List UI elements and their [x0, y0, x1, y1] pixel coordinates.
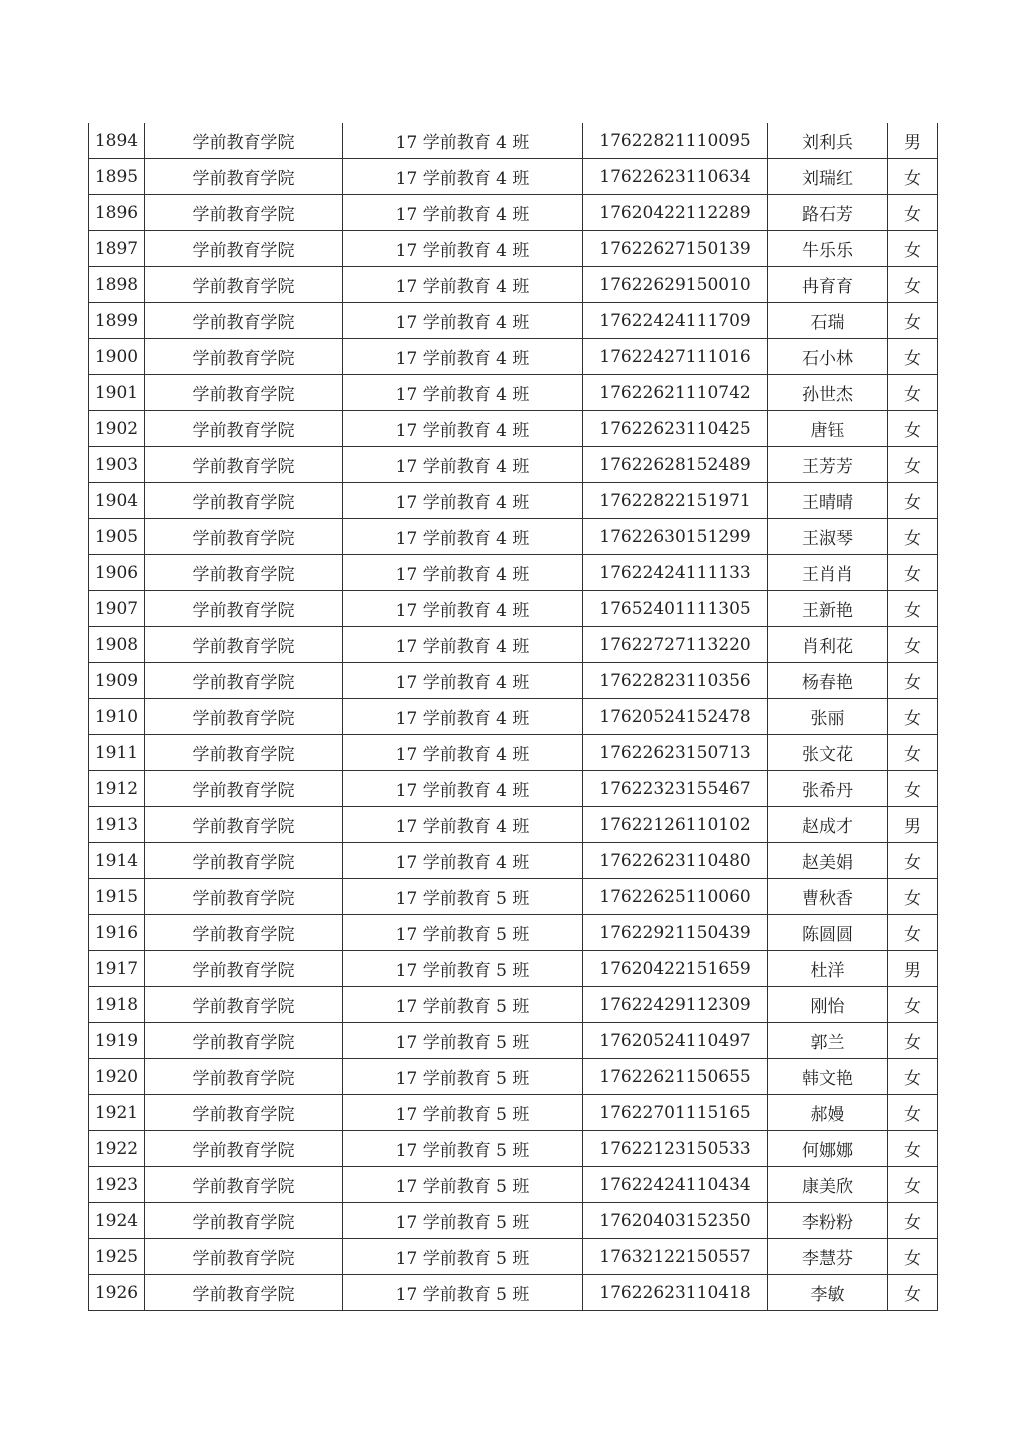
college-cell: 学前教育学院	[145, 771, 343, 807]
class-cell: 17 学前教育 4 班	[343, 807, 583, 843]
table-row	[89, 879, 938, 915]
class-cell: 17 学前教育 4 班	[343, 267, 583, 303]
class-cell: 17 学前教育 5 班	[343, 987, 583, 1023]
table-row	[89, 807, 938, 843]
row-number-cell: 1918	[89, 987, 145, 1023]
college-cell: 学前教育学院	[145, 483, 343, 519]
student-id-cell: 17622621110742	[583, 375, 768, 411]
student-name-cell: 郭兰	[768, 1023, 888, 1059]
class-cell: 17 学前教育 4 班	[343, 447, 583, 483]
student-id-cell: 17622727113220	[583, 627, 768, 663]
row-number-cell: 1909	[89, 663, 145, 699]
college-cell: 学前教育学院	[145, 555, 343, 591]
table-row	[89, 1167, 938, 1203]
gender-cell: 女	[888, 1203, 938, 1239]
college-cell: 学前教育学院	[145, 1239, 343, 1275]
table-row	[89, 987, 938, 1023]
student-id-cell: 17622625110060	[583, 879, 768, 915]
table-row	[89, 627, 938, 663]
student-name-cell: 唐钰	[768, 411, 888, 447]
student-id-cell: 17620524110497	[583, 1023, 768, 1059]
row-number-cell: 1900	[89, 339, 145, 375]
student-roster-table	[88, 123, 938, 1311]
class-cell: 17 学前教育 4 班	[343, 843, 583, 879]
table-row	[89, 483, 938, 519]
student-name-cell: 王芳芳	[768, 447, 888, 483]
student-name-cell: 李慧芬	[768, 1239, 888, 1275]
table-row	[89, 195, 938, 231]
student-name-cell: 石小林	[768, 339, 888, 375]
student-name-cell: 刘瑞红	[768, 159, 888, 195]
gender-cell: 女	[888, 1275, 938, 1311]
class-cell: 17 学前教育 4 班	[343, 735, 583, 771]
college-cell: 学前教育学院	[145, 843, 343, 879]
gender-cell: 男	[888, 807, 938, 843]
college-cell: 学前教育学院	[145, 1059, 343, 1095]
student-name-cell: 郝嫚	[768, 1095, 888, 1131]
college-cell: 学前教育学院	[145, 1131, 343, 1167]
gender-cell: 女	[888, 411, 938, 447]
gender-cell: 女	[888, 483, 938, 519]
gender-cell: 男	[888, 951, 938, 987]
college-cell: 学前教育学院	[145, 663, 343, 699]
class-cell: 17 学前教育 4 班	[343, 699, 583, 735]
row-number-cell: 1913	[89, 807, 145, 843]
student-id-cell: 17622821110095	[583, 123, 768, 159]
college-cell: 学前教育学院	[145, 807, 343, 843]
gender-cell: 女	[888, 195, 938, 231]
student-id-cell: 17622123150533	[583, 1131, 768, 1167]
student-name-cell: 赵成才	[768, 807, 888, 843]
class-cell: 17 学前教育 4 班	[343, 519, 583, 555]
gender-cell: 女	[888, 375, 938, 411]
student-name-cell: 刚怡	[768, 987, 888, 1023]
class-cell: 17 学前教育 4 班	[343, 123, 583, 159]
student-name-cell: 曹秋香	[768, 879, 888, 915]
gender-cell: 女	[888, 267, 938, 303]
table-row	[89, 1095, 938, 1131]
student-name-cell: 路石芳	[768, 195, 888, 231]
college-cell: 学前教育学院	[145, 915, 343, 951]
table-row	[89, 303, 938, 339]
table-row	[89, 519, 938, 555]
student-name-cell: 肖利花	[768, 627, 888, 663]
class-cell: 17 学前教育 5 班	[343, 1023, 583, 1059]
gender-cell: 女	[888, 339, 938, 375]
college-cell: 学前教育学院	[145, 1023, 343, 1059]
row-number-cell: 1908	[89, 627, 145, 663]
table-row	[89, 735, 938, 771]
class-cell: 17 学前教育 5 班	[343, 915, 583, 951]
table-row	[89, 699, 938, 735]
student-name-cell: 陈圆圆	[768, 915, 888, 951]
college-cell: 学前教育学院	[145, 699, 343, 735]
row-number-cell: 1897	[89, 231, 145, 267]
row-number-cell: 1896	[89, 195, 145, 231]
gender-cell: 女	[888, 1023, 938, 1059]
college-cell: 学前教育学院	[145, 735, 343, 771]
student-id-cell: 17622126110102	[583, 807, 768, 843]
class-cell: 17 学前教育 4 班	[343, 159, 583, 195]
student-id-cell: 17622623110480	[583, 843, 768, 879]
student-name-cell: 王晴晴	[768, 483, 888, 519]
class-cell: 17 学前教育 4 班	[343, 555, 583, 591]
student-id-cell: 17622623110425	[583, 411, 768, 447]
student-name-cell: 王淑琴	[768, 519, 888, 555]
row-number-cell: 1894	[89, 123, 145, 159]
table-row	[89, 267, 938, 303]
table-row	[89, 231, 938, 267]
gender-cell: 女	[888, 1239, 938, 1275]
gender-cell: 女	[888, 771, 938, 807]
student-name-cell: 赵美娟	[768, 843, 888, 879]
gender-cell: 女	[888, 879, 938, 915]
row-number-cell: 1902	[89, 411, 145, 447]
class-cell: 17 学前教育 5 班	[343, 951, 583, 987]
gender-cell: 女	[888, 1167, 938, 1203]
row-number-cell: 1917	[89, 951, 145, 987]
student-id-cell: 17622424110434	[583, 1167, 768, 1203]
student-name-cell: 石瑞	[768, 303, 888, 339]
student-name-cell: 何娜娜	[768, 1131, 888, 1167]
student-id-cell: 17622621150655	[583, 1059, 768, 1095]
class-cell: 17 学前教育 4 班	[343, 195, 583, 231]
student-name-cell: 杜洋	[768, 951, 888, 987]
student-id-cell: 17622623110634	[583, 159, 768, 195]
table-row	[89, 555, 938, 591]
table-row	[89, 1275, 938, 1311]
row-number-cell: 1910	[89, 699, 145, 735]
gender-cell: 女	[888, 159, 938, 195]
table-row	[89, 447, 938, 483]
college-cell: 学前教育学院	[145, 231, 343, 267]
row-number-cell: 1901	[89, 375, 145, 411]
student-id-cell: 17622823110356	[583, 663, 768, 699]
college-cell: 学前教育学院	[145, 411, 343, 447]
row-number-cell: 1907	[89, 591, 145, 627]
college-cell: 学前教育学院	[145, 123, 343, 159]
student-name-cell: 冉育育	[768, 267, 888, 303]
table-row	[89, 951, 938, 987]
college-cell: 学前教育学院	[145, 1095, 343, 1131]
table-row	[89, 123, 938, 159]
row-number-cell: 1915	[89, 879, 145, 915]
class-cell: 17 学前教育 4 班	[343, 591, 583, 627]
gender-cell: 女	[888, 627, 938, 663]
student-id-cell: 17622623150713	[583, 735, 768, 771]
table-row	[89, 411, 938, 447]
row-number-cell: 1906	[89, 555, 145, 591]
gender-cell: 女	[888, 591, 938, 627]
gender-cell: 女	[888, 447, 938, 483]
row-number-cell: 1926	[89, 1275, 145, 1311]
student-name-cell: 李粉粉	[768, 1203, 888, 1239]
college-cell: 学前教育学院	[145, 159, 343, 195]
row-number-cell: 1922	[89, 1131, 145, 1167]
student-name-cell: 张希丹	[768, 771, 888, 807]
student-id-cell: 17622627150139	[583, 231, 768, 267]
table-row	[89, 915, 938, 951]
student-name-cell: 韩文艳	[768, 1059, 888, 1095]
student-name-cell: 孙世杰	[768, 375, 888, 411]
gender-cell: 女	[888, 987, 938, 1023]
class-cell: 17 学前教育 5 班	[343, 1275, 583, 1311]
student-id-cell: 17622628152489	[583, 447, 768, 483]
row-number-cell: 1919	[89, 1023, 145, 1059]
table-row	[89, 1131, 938, 1167]
row-number-cell: 1899	[89, 303, 145, 339]
student-id-cell: 17652401111305	[583, 591, 768, 627]
student-id-cell: 17622424111709	[583, 303, 768, 339]
table-row	[89, 1203, 938, 1239]
row-number-cell: 1916	[89, 915, 145, 951]
college-cell: 学前教育学院	[145, 627, 343, 663]
gender-cell: 男	[888, 123, 938, 159]
table-row	[89, 1059, 938, 1095]
class-cell: 17 学前教育 4 班	[343, 231, 583, 267]
college-cell: 学前教育学院	[145, 339, 343, 375]
student-id-cell: 17620403152350	[583, 1203, 768, 1239]
student-id-cell: 17620524152478	[583, 699, 768, 735]
gender-cell: 女	[888, 231, 938, 267]
student-id-cell: 17622424111133	[583, 555, 768, 591]
student-id-cell: 17620422151659	[583, 951, 768, 987]
class-cell: 17 学前教育 5 班	[343, 1059, 583, 1095]
college-cell: 学前教育学院	[145, 195, 343, 231]
student-id-cell: 17622623110418	[583, 1275, 768, 1311]
student-id-cell: 17622701115165	[583, 1095, 768, 1131]
row-number-cell: 1911	[89, 735, 145, 771]
gender-cell: 女	[888, 1131, 938, 1167]
student-name-cell: 李敏	[768, 1275, 888, 1311]
college-cell: 学前教育学院	[145, 1167, 343, 1203]
student-id-cell: 17620422112289	[583, 195, 768, 231]
table-row	[89, 663, 938, 699]
class-cell: 17 学前教育 4 班	[343, 771, 583, 807]
student-name-cell: 牛乐乐	[768, 231, 888, 267]
table-row	[89, 159, 938, 195]
table-row	[89, 771, 938, 807]
student-name-cell: 张文花	[768, 735, 888, 771]
student-name-cell: 杨春艳	[768, 663, 888, 699]
student-name-cell: 刘利兵	[768, 123, 888, 159]
gender-cell: 女	[888, 699, 938, 735]
student-name-cell: 王新艳	[768, 591, 888, 627]
class-cell: 17 学前教育 5 班	[343, 1239, 583, 1275]
college-cell: 学前教育学院	[145, 303, 343, 339]
table-row	[89, 843, 938, 879]
college-cell: 学前教育学院	[145, 1203, 343, 1239]
table-row	[89, 339, 938, 375]
college-cell: 学前教育学院	[145, 951, 343, 987]
class-cell: 17 学前教育 5 班	[343, 879, 583, 915]
student-id-cell: 17622822151971	[583, 483, 768, 519]
college-cell: 学前教育学院	[145, 987, 343, 1023]
student-id-cell: 17622427111016	[583, 339, 768, 375]
gender-cell: 女	[888, 1059, 938, 1095]
gender-cell: 女	[888, 915, 938, 951]
row-number-cell: 1924	[89, 1203, 145, 1239]
student-id-cell: 17622629150010	[583, 267, 768, 303]
row-number-cell: 1904	[89, 483, 145, 519]
student-id-cell: 17622429112309	[583, 987, 768, 1023]
row-number-cell: 1895	[89, 159, 145, 195]
gender-cell: 女	[888, 735, 938, 771]
student-id-cell: 17622630151299	[583, 519, 768, 555]
college-cell: 学前教育学院	[145, 447, 343, 483]
gender-cell: 女	[888, 519, 938, 555]
student-name-cell: 王肖肖	[768, 555, 888, 591]
table-row	[89, 375, 938, 411]
gender-cell: 女	[888, 843, 938, 879]
class-cell: 17 学前教育 5 班	[343, 1203, 583, 1239]
row-number-cell: 1905	[89, 519, 145, 555]
class-cell: 17 学前教育 4 班	[343, 303, 583, 339]
class-cell: 17 学前教育 4 班	[343, 483, 583, 519]
college-cell: 学前教育学院	[145, 519, 343, 555]
college-cell: 学前教育学院	[145, 375, 343, 411]
student-name-cell: 康美欣	[768, 1167, 888, 1203]
row-number-cell: 1898	[89, 267, 145, 303]
gender-cell: 女	[888, 555, 938, 591]
table-row	[89, 1023, 938, 1059]
student-id-cell: 17622921150439	[583, 915, 768, 951]
college-cell: 学前教育学院	[145, 591, 343, 627]
college-cell: 学前教育学院	[145, 879, 343, 915]
table-row	[89, 1239, 938, 1275]
gender-cell: 女	[888, 303, 938, 339]
row-number-cell: 1923	[89, 1167, 145, 1203]
table-row	[89, 591, 938, 627]
class-cell: 17 学前教育 4 班	[343, 411, 583, 447]
class-cell: 17 学前教育 4 班	[343, 627, 583, 663]
class-cell: 17 学前教育 5 班	[343, 1167, 583, 1203]
class-cell: 17 学前教育 4 班	[343, 663, 583, 699]
student-name-cell: 张丽	[768, 699, 888, 735]
row-number-cell: 1920	[89, 1059, 145, 1095]
student-id-cell: 17632122150557	[583, 1239, 768, 1275]
class-cell: 17 学前教育 5 班	[343, 1131, 583, 1167]
gender-cell: 女	[888, 1095, 938, 1131]
row-number-cell: 1912	[89, 771, 145, 807]
college-cell: 学前教育学院	[145, 267, 343, 303]
class-cell: 17 学前教育 5 班	[343, 1095, 583, 1131]
class-cell: 17 学前教育 4 班	[343, 339, 583, 375]
row-number-cell: 1921	[89, 1095, 145, 1131]
row-number-cell: 1914	[89, 843, 145, 879]
row-number-cell: 1925	[89, 1239, 145, 1275]
college-cell: 学前教育学院	[145, 1275, 343, 1311]
gender-cell: 女	[888, 663, 938, 699]
row-number-cell: 1903	[89, 447, 145, 483]
roster-body	[89, 123, 938, 1311]
class-cell: 17 学前教育 4 班	[343, 375, 583, 411]
student-id-cell: 17622323155467	[583, 771, 768, 807]
